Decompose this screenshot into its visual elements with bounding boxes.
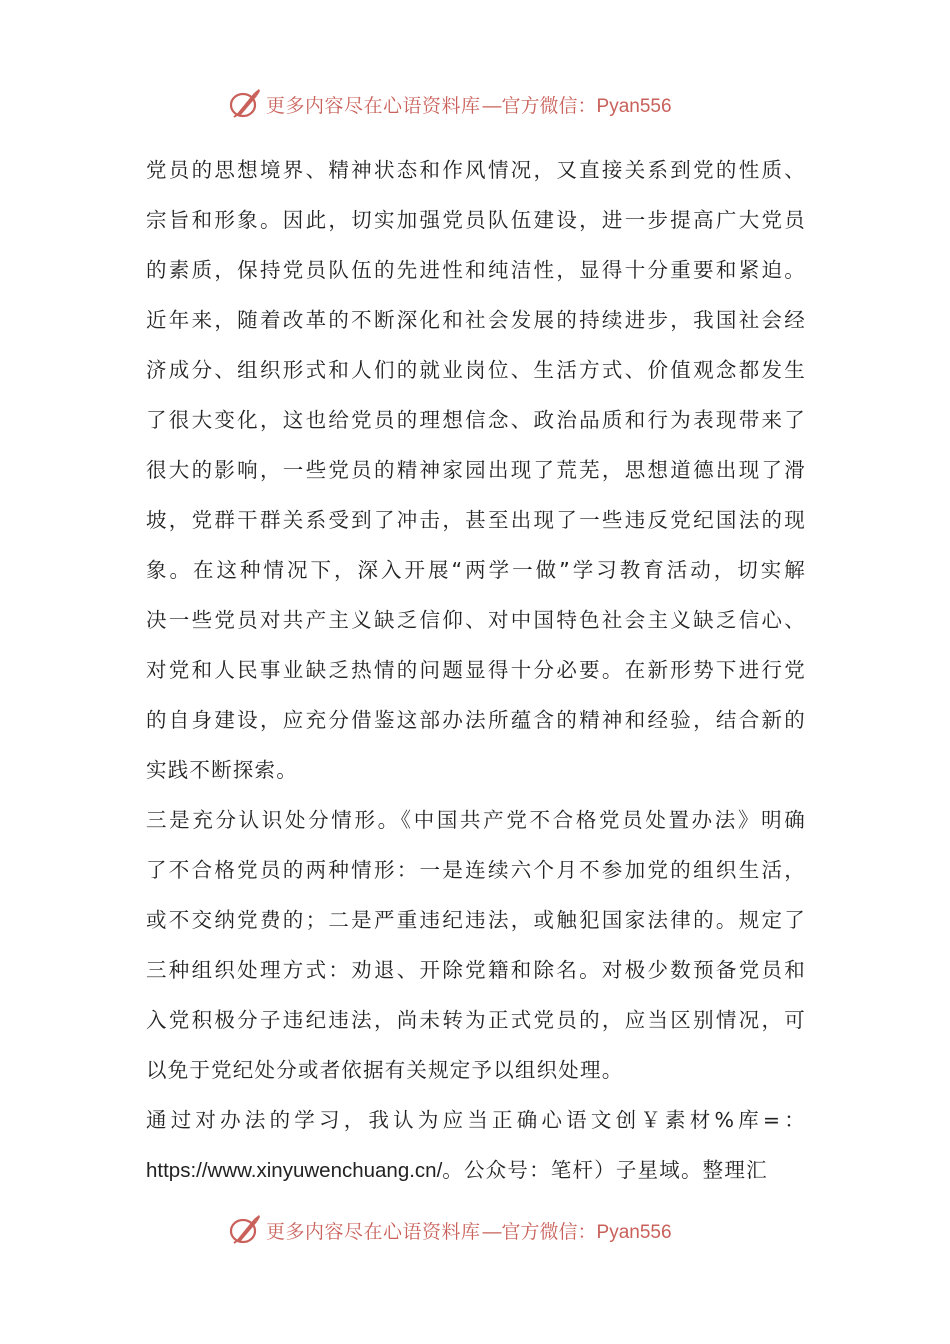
- text-line: 宗旨和形象。因此，切实加强党员队伍建设，进一步提高广大党员: [146, 208, 806, 232]
- text-line: 通过对办法的学习，我认为应当正确心语文创￥素材%库=：: [146, 1108, 806, 1132]
- footer-brand-text: 更多内容尽在心语资料库: [266, 1220, 481, 1243]
- text-line: 济成分、组织形式和人们的就业岗位、生活方式、价值观念都发生: [146, 358, 806, 382]
- text-line: 以免于党纪处分或者依据有关规定予以组织处理。: [146, 1058, 624, 1082]
- source-url[interactable]: https://www.xinyuwenchuang.cn/: [146, 1159, 443, 1182]
- text-line: 决一些党员对共产主义缺乏信仰、对中国特色社会主义缺乏信心、: [146, 608, 806, 632]
- text-line-tail: 。公众号：笔杆）子星域。整理汇: [442, 1158, 768, 1182]
- quill-pen-logo-icon: [228, 1213, 262, 1247]
- header-account-text: —官方微信：Pyan556: [482, 95, 672, 117]
- text-line: 很大的影响，一些党员的精神家园出现了荒芜，思想道德出现了滑: [146, 458, 806, 482]
- text-line: 近年来，随着改革的不断深化和社会发展的持续进步，我国社会经: [146, 308, 806, 332]
- text-line: 或不交纳党费的；二是严重违纪违法，或触犯国家法律的。规定了: [146, 908, 806, 932]
- text-line: 的自身建设，应充分借鉴这部办法所蕴含的精神和经验，结合新的: [146, 708, 806, 732]
- footer-watermark: [228, 1210, 748, 1250]
- text-line: 了不合格党员的两种情形：一是连续六个月不参加党的组织生活，: [146, 858, 806, 882]
- quill-pen-logo-icon: [228, 87, 262, 121]
- text-line: 坡，党群干群关系受到了冲击，甚至出现了一些违反党纪国法的现: [146, 508, 806, 532]
- text-line: 入党积极分子违纪违法，尚未转为正式党员的，应当区别情况，可: [146, 1008, 806, 1032]
- text-line: 党员的思想境界、精神状态和作风情况，又直接关系到党的性质、: [146, 158, 806, 182]
- text-line-with-url: [146, 1145, 806, 1195]
- text-line: 实践不断探索。: [146, 758, 298, 782]
- text-line: 对党和人民事业缺乏热情的问题显得十分必要。在新形势下进行党: [146, 658, 806, 682]
- text-line: 的素质，保持党员队伍的先进性和纯洁性，显得十分重要和紧迫。: [146, 258, 806, 282]
- text-line: 了很大变化，这也给党员的理想信念、政治品质和行为表现带来了: [146, 408, 806, 432]
- header-watermark: [228, 84, 748, 124]
- article-body: [146, 145, 806, 1195]
- header-brand-text: 更多内容尽在心语资料库: [266, 94, 481, 117]
- text-line: 象。在这种情况下，深入开展“两学一做”学习教育活动，切实解: [146, 558, 806, 582]
- footer-account-text: —官方微信：Pyan556: [482, 1221, 672, 1243]
- text-line: 三种组织处理方式：劝退、开除党籍和除名。对极少数预备党员和: [146, 958, 806, 982]
- text-line: 三是充分认识处分情形。《中国共产党不合格党员处置办法》明确: [146, 808, 806, 832]
